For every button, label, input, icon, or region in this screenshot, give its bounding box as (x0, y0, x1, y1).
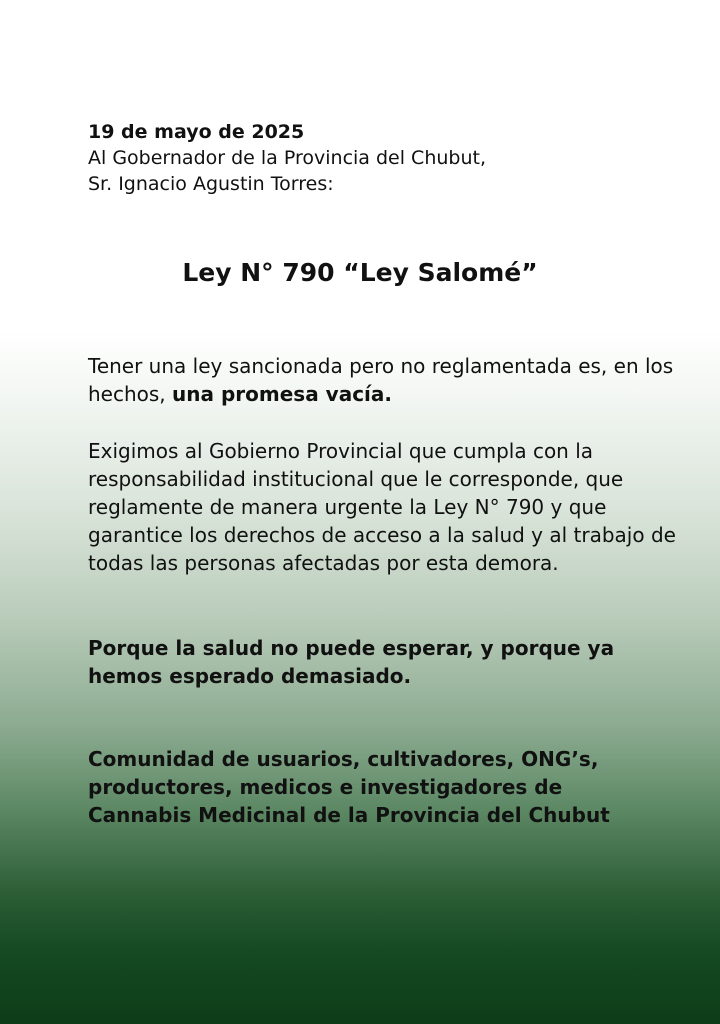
signature-line-2: productores, medicos e investigadores de (88, 775, 563, 799)
signature-block (88, 745, 678, 829)
signature-line-3: Cannabis Medicinal de la Provincia del Chubut (88, 803, 610, 827)
letter-header (88, 119, 678, 197)
paragraph-1 (88, 352, 678, 408)
letter-title: Ley N° 790 “Ley Salomé” (182, 258, 538, 287)
paragraph-2: Exigimos al Gobierno Provincial que cumpla con la responsabilidad institucional que le corresponde, que reglamente de manera urgente la Ley N° 790 y que garantice los derechos de acceso a la salud y al trabajo de todas las personas afectadas por esta demora. (88, 439, 676, 575)
paragraph-1-emphasis: una promesa vacía. (172, 382, 392, 406)
recipient-line-2: Sr. Ignacio Agustin Torres: (88, 173, 334, 195)
recipient-line-1: Al Gobernador de la Provincia del Chubut, (88, 147, 486, 169)
paragraph-3: Porque la salud no puede esperar, y porque ya hemos esperado demasiado. (88, 636, 615, 688)
letter-date: 19 de mayo de 2025 (88, 121, 305, 143)
signature-line-1: Comunidad de usuarios, cultivadores, ONG’s, (88, 747, 599, 771)
paragraph-1-text: Tener una ley sancionada pero no reglamentada es, en los hechos, (88, 354, 674, 406)
